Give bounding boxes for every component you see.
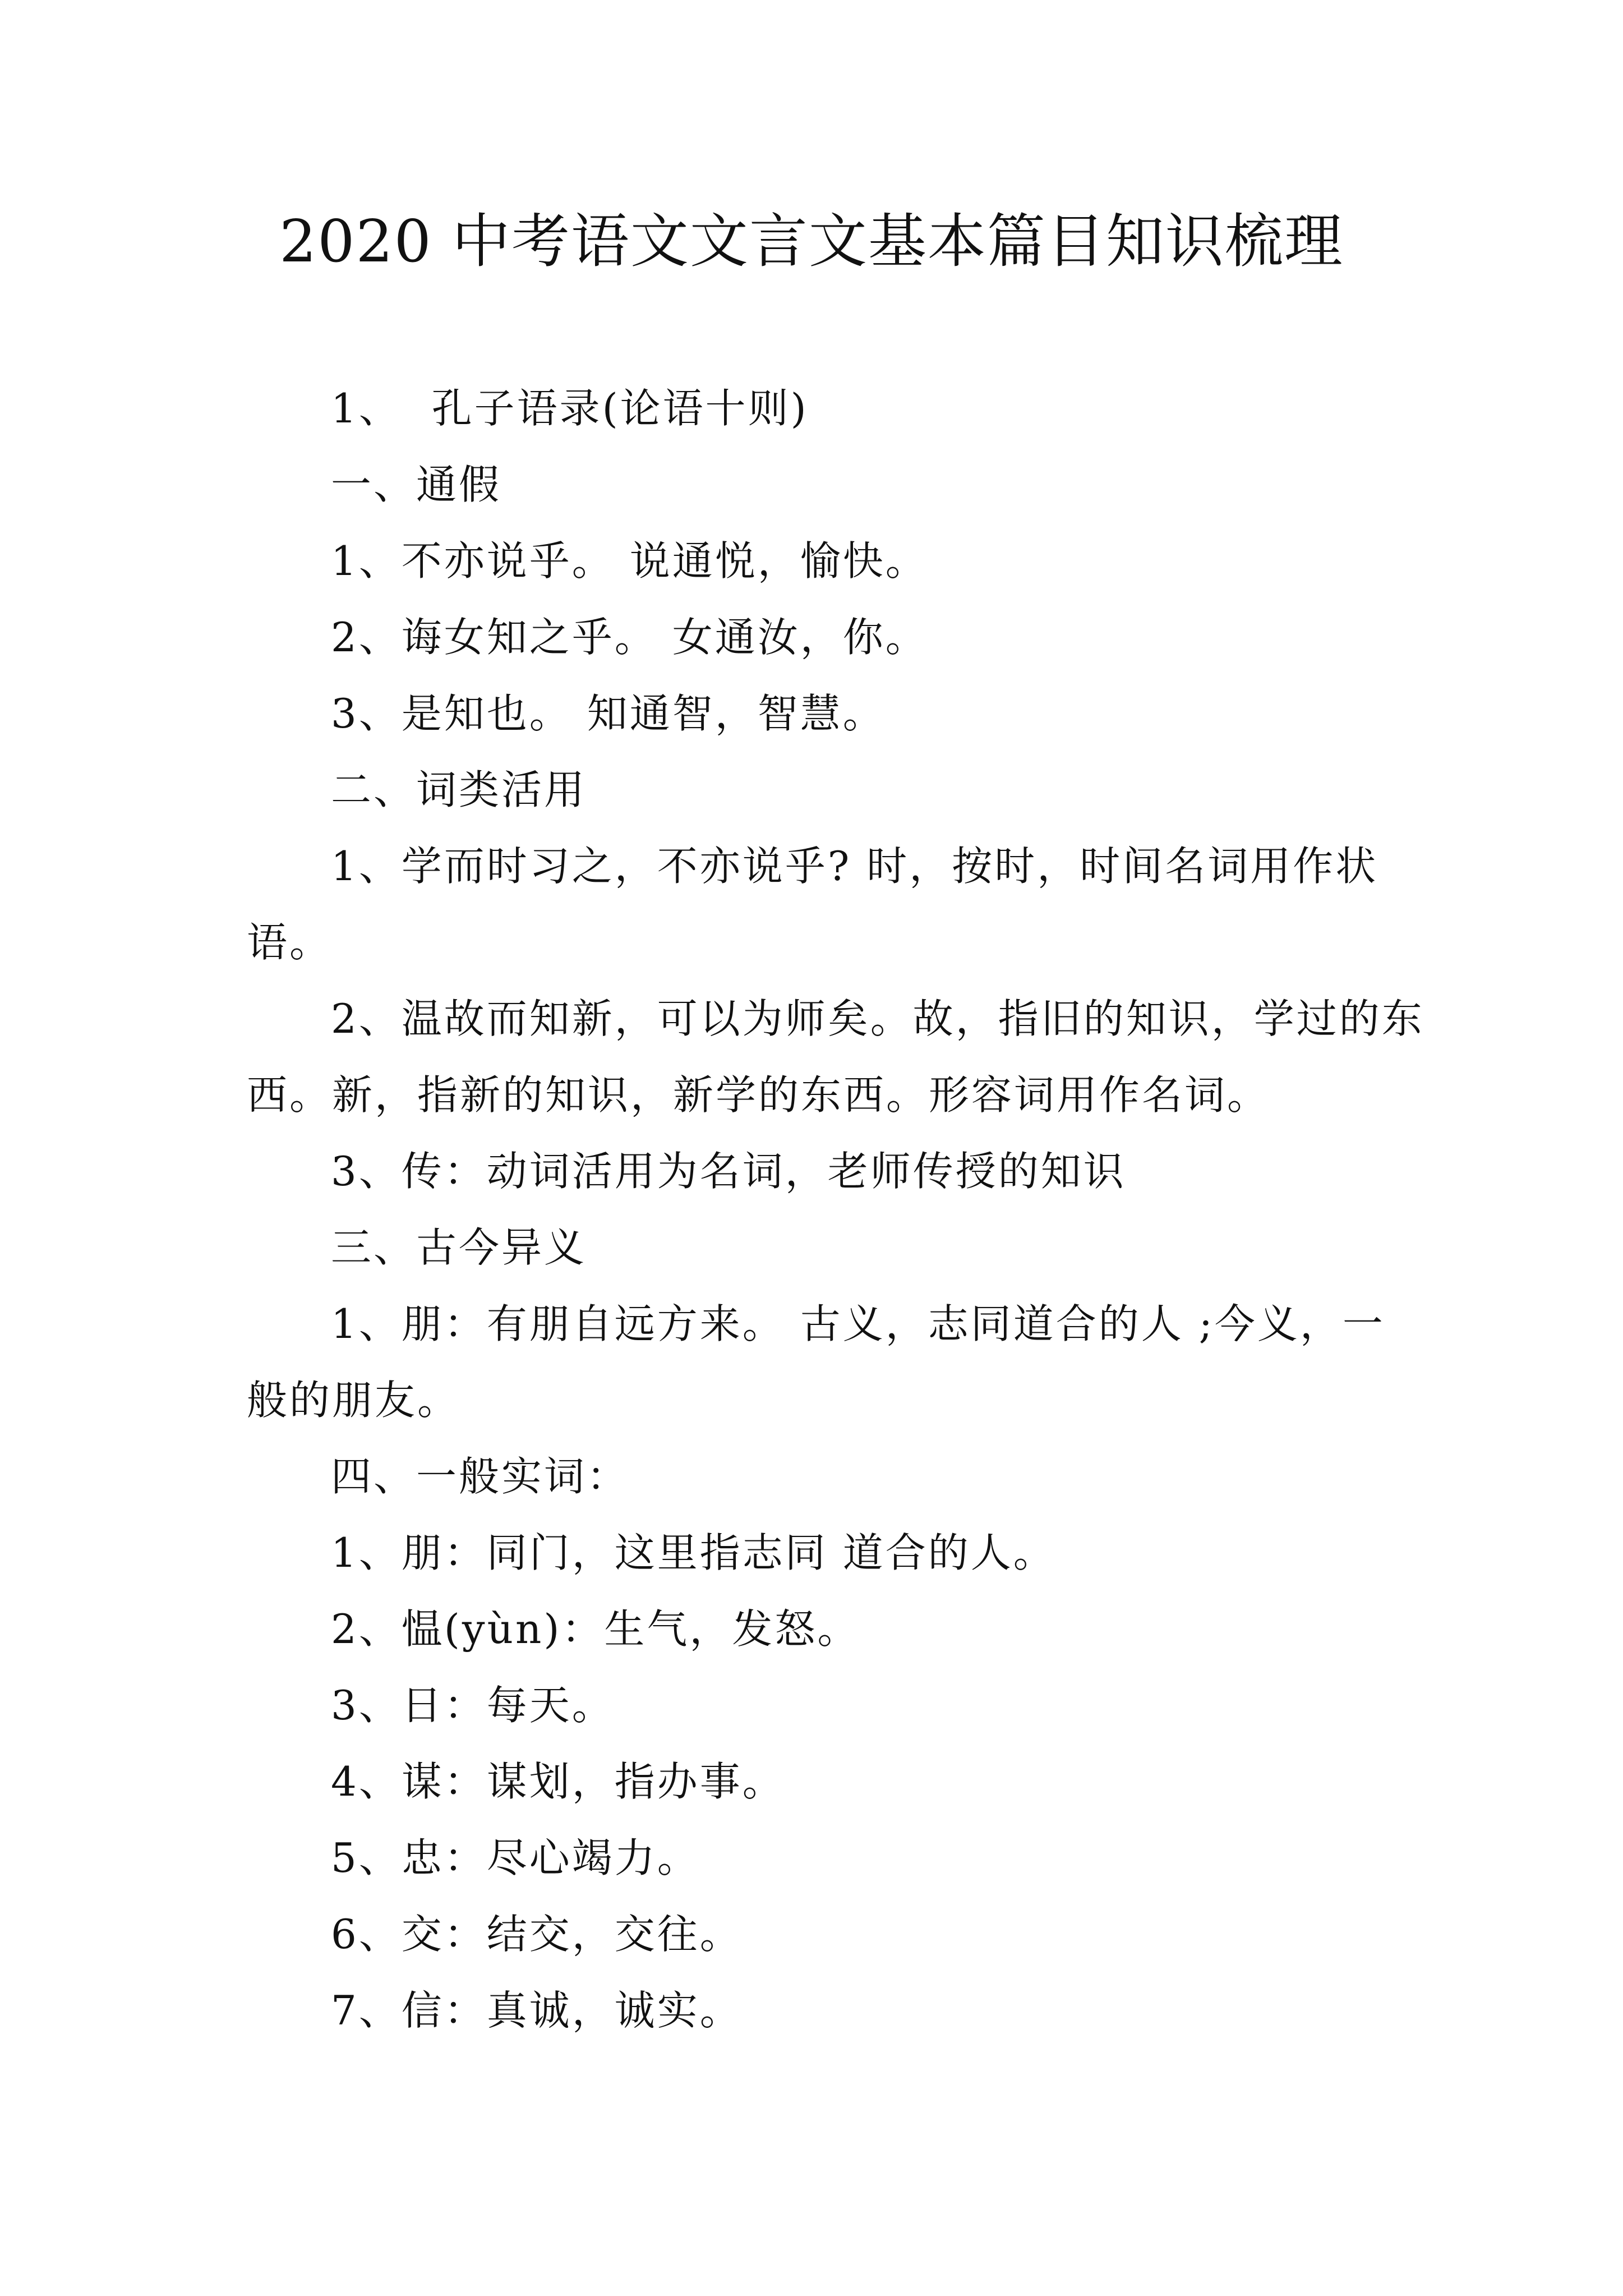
section-heading-shici: 四、一般实词： bbox=[331, 1453, 630, 1500]
list-item: 3、日：每天。 bbox=[331, 1682, 615, 1729]
list-item: 3、是知也。 知通智，智慧。 bbox=[331, 690, 886, 737]
section-heading-confucius: 1、 孔子语录(论语十则) bbox=[331, 385, 809, 432]
list-item: 6、交：结交，交往。 bbox=[331, 1911, 743, 1958]
list-item: 2、愠(yùn)：生气，发怒。 bbox=[331, 1605, 860, 1653]
document-body bbox=[247, 370, 1424, 2049]
list-item: 1、朋：同门，这里指志同 道合的人。 bbox=[331, 1529, 1056, 1576]
section-heading-cilei: 二、词类活用 bbox=[331, 766, 587, 813]
list-item: 7、信：真诚，诚实。 bbox=[331, 1987, 743, 2034]
list-item: 1、不亦说乎。 说通悦，愉快。 bbox=[331, 537, 928, 585]
list-item: 1、朋：有朋自远方来。 古义，志同道合的人 ;今义，一般的朋友。 bbox=[247, 1300, 1385, 1424]
list-item: 2、温故而知新，可以为师矣。故，指旧的知识，学过的东西。新，指新的知识，新学的东西。形容词用作名词。 bbox=[247, 995, 1424, 1119]
list-item: 3、传：动词活用为名词，老师传授的知识 bbox=[331, 1148, 1126, 1195]
list-item: 4、谋：谋划，指办事。 bbox=[331, 1758, 785, 1805]
list-item: 2、诲女知之乎。 女通汝，你。 bbox=[331, 614, 928, 661]
list-item: 1、学而时习之，不亦说乎? 时，按时，时间名词用作状语。 bbox=[247, 843, 1378, 966]
document-title: 2020 中考语文文言文基本篇目知识梳理 bbox=[279, 207, 1344, 275]
list-item: 5、忠：尽心竭力。 bbox=[331, 1834, 700, 1881]
section-heading-tongjia: 一、通假 bbox=[331, 461, 502, 508]
section-heading-gujin: 三、古今异义 bbox=[331, 1224, 587, 1271]
